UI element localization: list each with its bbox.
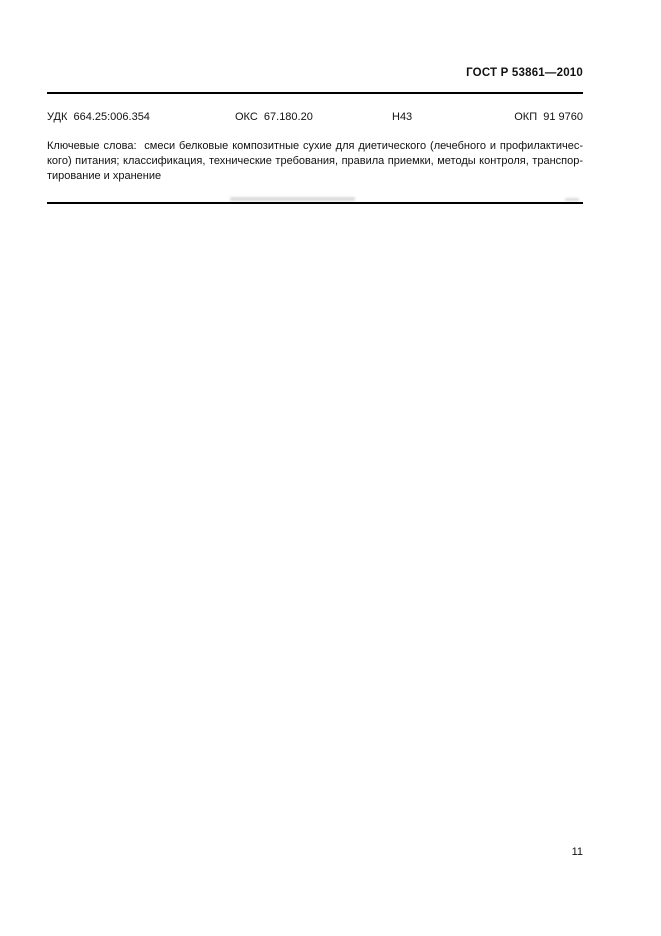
- footer-rule: [47, 202, 583, 204]
- header-rule: [47, 92, 583, 94]
- okp-code: ОКП 91 9760: [514, 111, 583, 123]
- keywords-line: тирование и хранение: [47, 170, 162, 182]
- print-artifact: [565, 198, 579, 201]
- oks-code: ОКС 67.180.20: [235, 111, 313, 123]
- keywords-line: Ключевые слова: смеси белковые композитные сухие для диетического (лечебного и профилактичес-: [47, 140, 583, 152]
- page-number: 11: [571, 846, 583, 858]
- standard-designation-header: ГОСТ Р 53861—2010: [466, 67, 583, 79]
- classification-codes-row: [47, 111, 583, 125]
- keywords-line: кого) питания; классификация, технические требования, правила приемки, методы контроля, транспор-: [47, 155, 583, 167]
- udk-code: УДК 664.25:006.354: [47, 111, 150, 123]
- n43-code: Н43: [392, 111, 413, 123]
- keywords-paragraph: [47, 139, 583, 184]
- print-artifact: [230, 197, 355, 201]
